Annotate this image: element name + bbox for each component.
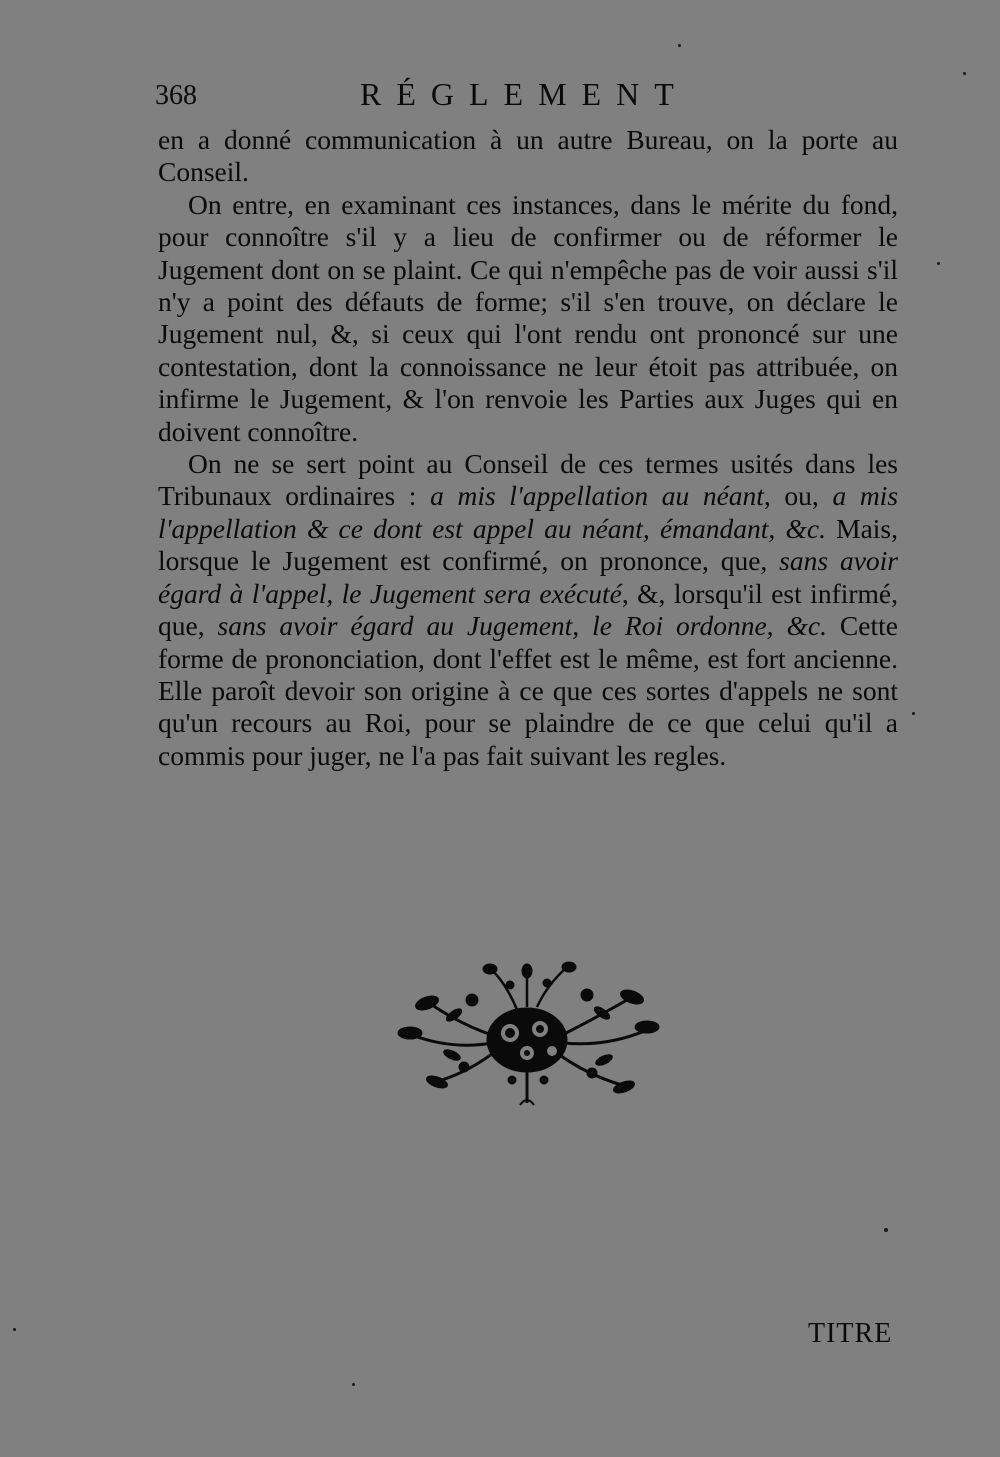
paper-speck [13, 1328, 16, 1331]
page-number: 368 [155, 80, 197, 111]
paper-speck [912, 712, 915, 715]
text-segment: en a donné communication à un autre Bureau, on la porte au Conseil. [158, 124, 898, 188]
body-text [158, 124, 898, 772]
paragraph-1 [158, 124, 898, 189]
italic-text-segment: a mis l'appellation au néant [430, 480, 764, 512]
paper-speck [937, 262, 940, 265]
running-title: RÉGLEMENT [360, 76, 689, 112]
italic-text-segment: sans avoir égard au Jugement, le Roi ordonne, &c. [217, 610, 827, 642]
paper-speck [963, 72, 966, 75]
text-segment: Cette forme de prononciation, dont l'effet est le même, est fort ancienne. Elle paroît devoir son origine à ce que ces sortes d'appels ne sont qu'un recours au Roi, pour se plaindre de ce que celui qu'il a commis pour juger, ne l'a pas fait suivant les regles. [158, 610, 898, 771]
catchword: TITRE [808, 1318, 893, 1349]
paper-speck [352, 1383, 355, 1386]
text-segment: On ne se sert point au Conseil de ces termes usités dans les Tribunaux ordinaires : [158, 448, 898, 512]
italic-text-segment: a mis l'appellation & ce dont est appel au néant, émandant, &c. [158, 480, 899, 544]
paragraph-3 [158, 448, 898, 772]
paper-speck [678, 44, 681, 47]
text-segment: , &, lorsqu'il est infirmé, que, [158, 577, 899, 642]
paragraph-2 [158, 189, 898, 448]
italic-text-segment: sans avoir égard à l'appel, le Jugement sera exécuté [158, 545, 899, 609]
text-segment: , ou, [763, 480, 833, 512]
text-segment: Mais, lorsque le Jugement est confirmé, on prononce, que, [158, 512, 898, 577]
paper-speck [884, 1228, 888, 1232]
text-segment: On entre, en examinant ces instances, dans le mérite du fond, pour connoître s'il y a lieu de confirmer ou de réformer le Jugement dont on se plaint. Ce qui n'empêche pas de voir aussi s'il n'y a point des défauts de forme; s'il s'en trouve, on déclare le Jugement nul, &, si ceux qui l'ont rendu ont prononcé sur une contestation, dont la connoissance ne leur étoit pas attribuée, on infirme le Jugement, & l'on renvoie les Parties aux Juges qui en doivent connoître. [158, 188, 898, 447]
floral-fleuron-icon [392, 955, 662, 1115]
